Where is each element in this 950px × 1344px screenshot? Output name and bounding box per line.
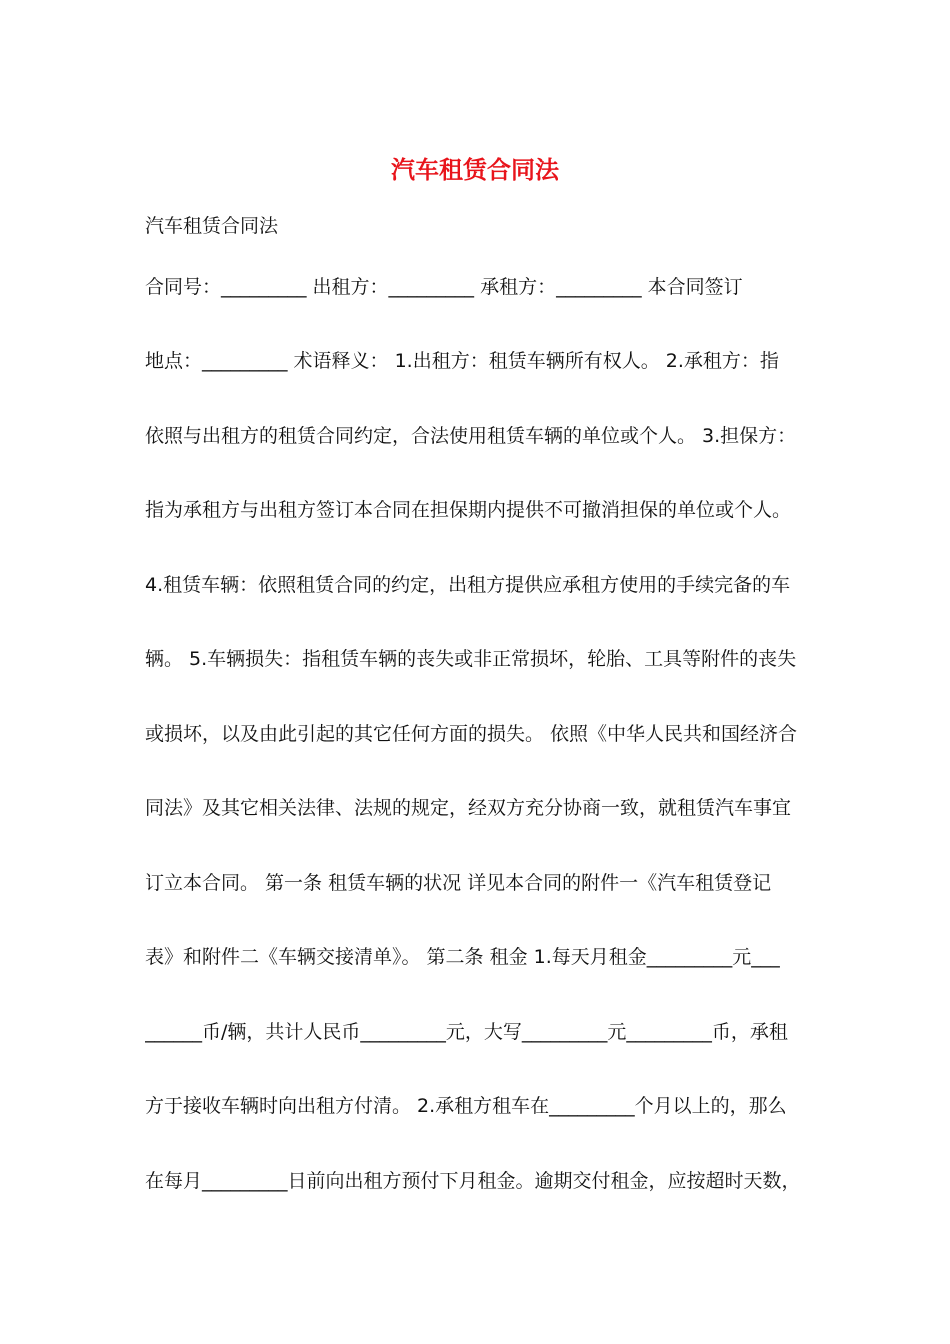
body-line: 辆。 5.车辆损失：指租赁车辆的丧失或非正常损坏，轮胎、工具等附件的丧失 bbox=[145, 648, 797, 670]
body-line: 依照与出租方的租赁合同约定，合法使用租赁车辆的单位或个人。 3.担保方： bbox=[145, 425, 797, 447]
body-line: 或损坏，以及由此引起的其它任何方面的损失。 依照《中华人民共和国经济合 bbox=[145, 723, 798, 745]
body-line: 同法》及其它相关法律、法规的规定，经双方充分协商一致，就租赁汽车事宜 bbox=[145, 797, 792, 819]
body-line: 合同号：_________ 出租方：_________ 承租方：_________ 本合同签订 bbox=[145, 276, 743, 298]
body-line: 4.租赁车辆：依照租赁合同的约定，出租方提供应承租方使用的手续完备的车 bbox=[145, 574, 791, 596]
document-subtitle: 汽车租赁合同法 bbox=[145, 215, 279, 237]
body-line: ______币/辆，共计人民币_________元，大写_________元_________币，承租 bbox=[145, 1021, 788, 1043]
body-line: 指为承租方与出租方签订本合同在担保期内提供不可撤消担保的单位或个人。 bbox=[145, 499, 792, 521]
body-line: 地点：_________ 术语释义： 1.出租方：租赁车辆所有权人。 2.承租方：指 bbox=[145, 350, 779, 372]
body-line: 表》和附件二《车辆交接清单》。 第二条 租金 1.每天月租金_________元___ bbox=[145, 946, 780, 968]
body-line: 订立本合同。 第一条 租赁车辆的状况 详见本合同的附件一《汽车租赁登记 bbox=[145, 872, 772, 894]
document-title: 汽车租赁合同法 bbox=[391, 155, 559, 184]
body-line: 方于接收车辆时向出租方付清。 2.承租方租车在_________个月以上的，那么 bbox=[145, 1095, 787, 1117]
body-line: 在每月_________日前向出租方预付下月租金。逾期交付租金，应按超时天数， bbox=[145, 1170, 801, 1192]
